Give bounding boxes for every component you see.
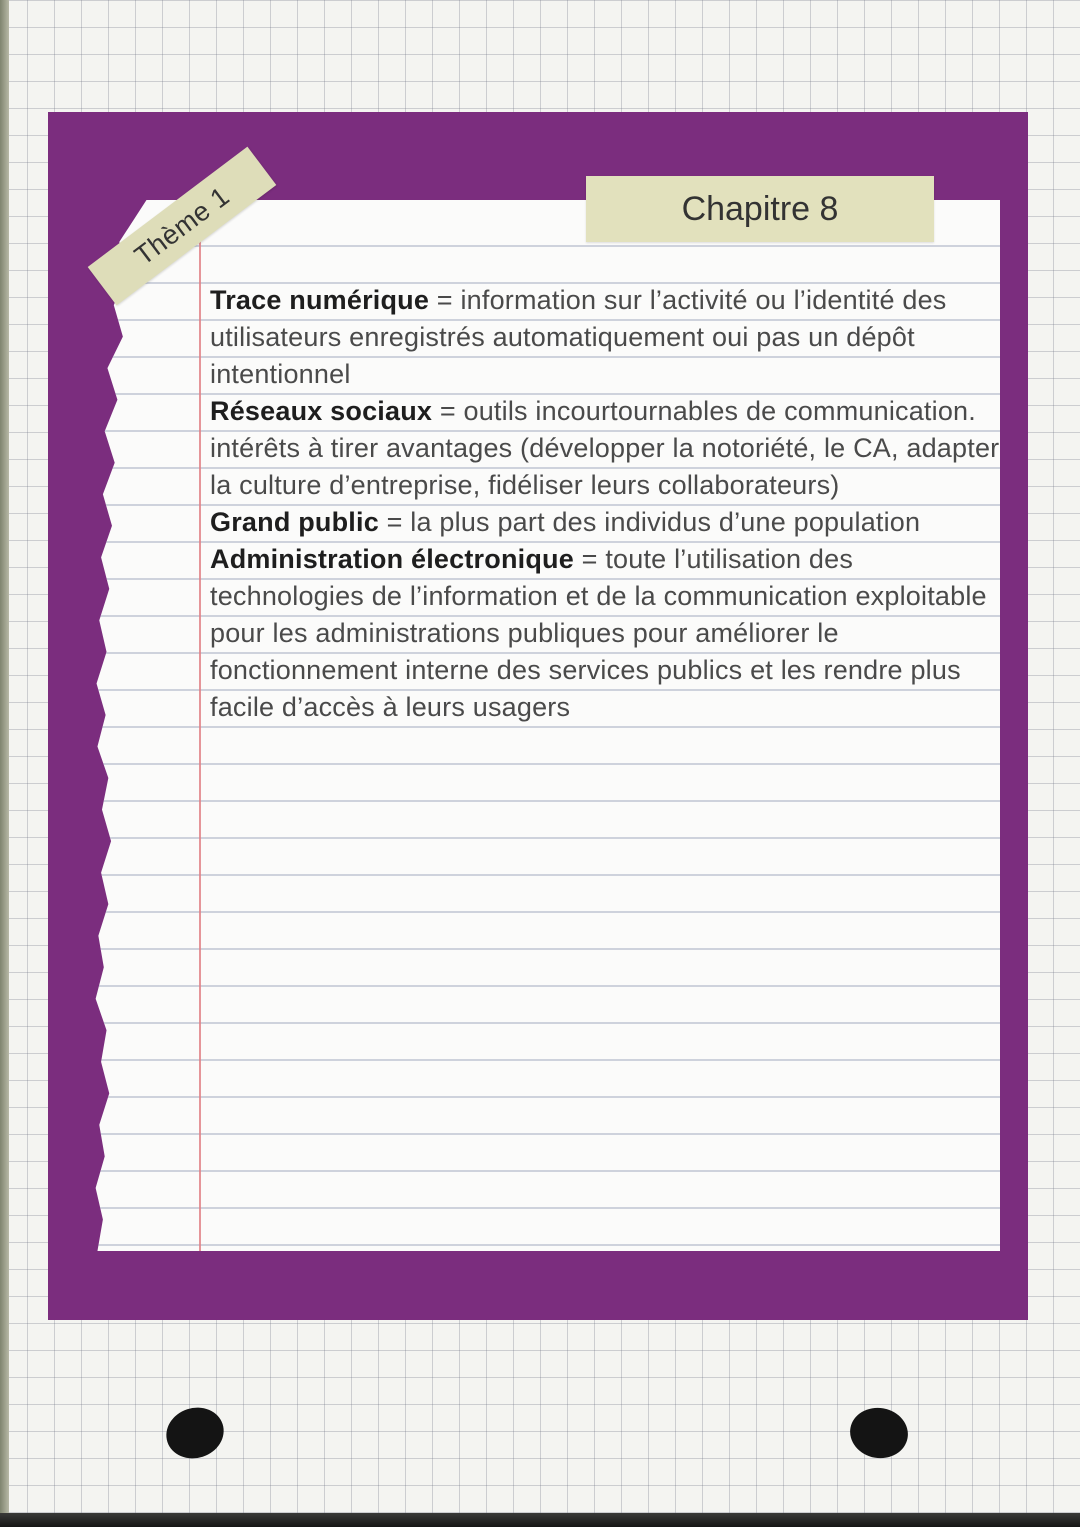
definition-term: Administration électronique [210,544,574,574]
definition-term: Grand public [210,507,379,537]
chapter-tape-label [586,176,934,242]
definition-entry [210,541,1000,726]
definition-term: Réseaux sociaux [210,396,433,426]
definition-entry [210,282,1000,393]
chapter-label: Chapitre 8 [681,189,839,228]
definition-text: = toute l’utilisation des technologies de l’information et de la communication exploitable pour les administrations publiques pour améliorer le fonctionnement interne des services publics et les rendre plus facile d’accès à leurs usagers [210,544,987,722]
margin-line [199,200,201,1251]
definition-entry [210,504,1000,541]
definition-text: = outils incourtournables de communication. intérêts à tirer avantages (développer la notoriété, le CA, adapter la culture d’entreprise, fidéliser leurs collaborateurs) [210,396,1000,500]
page-bottom-edge [0,1513,1080,1527]
definition-entry [210,393,1000,504]
theme-label: Thème 1 [128,180,235,271]
definition-term: Trace numérique [210,285,430,315]
page-left-edge [0,0,9,1527]
definitions-list [210,282,1000,726]
punch-hole-right [846,1403,912,1462]
definition-text: = information sur l’activité ou l’identité des utilisateurs enregistrés automatiquement oui pas un dépôt intentionnel [210,285,947,389]
punch-hole-left [160,1400,231,1465]
definition-text: = la plus part des individus d’une population [378,507,921,537]
